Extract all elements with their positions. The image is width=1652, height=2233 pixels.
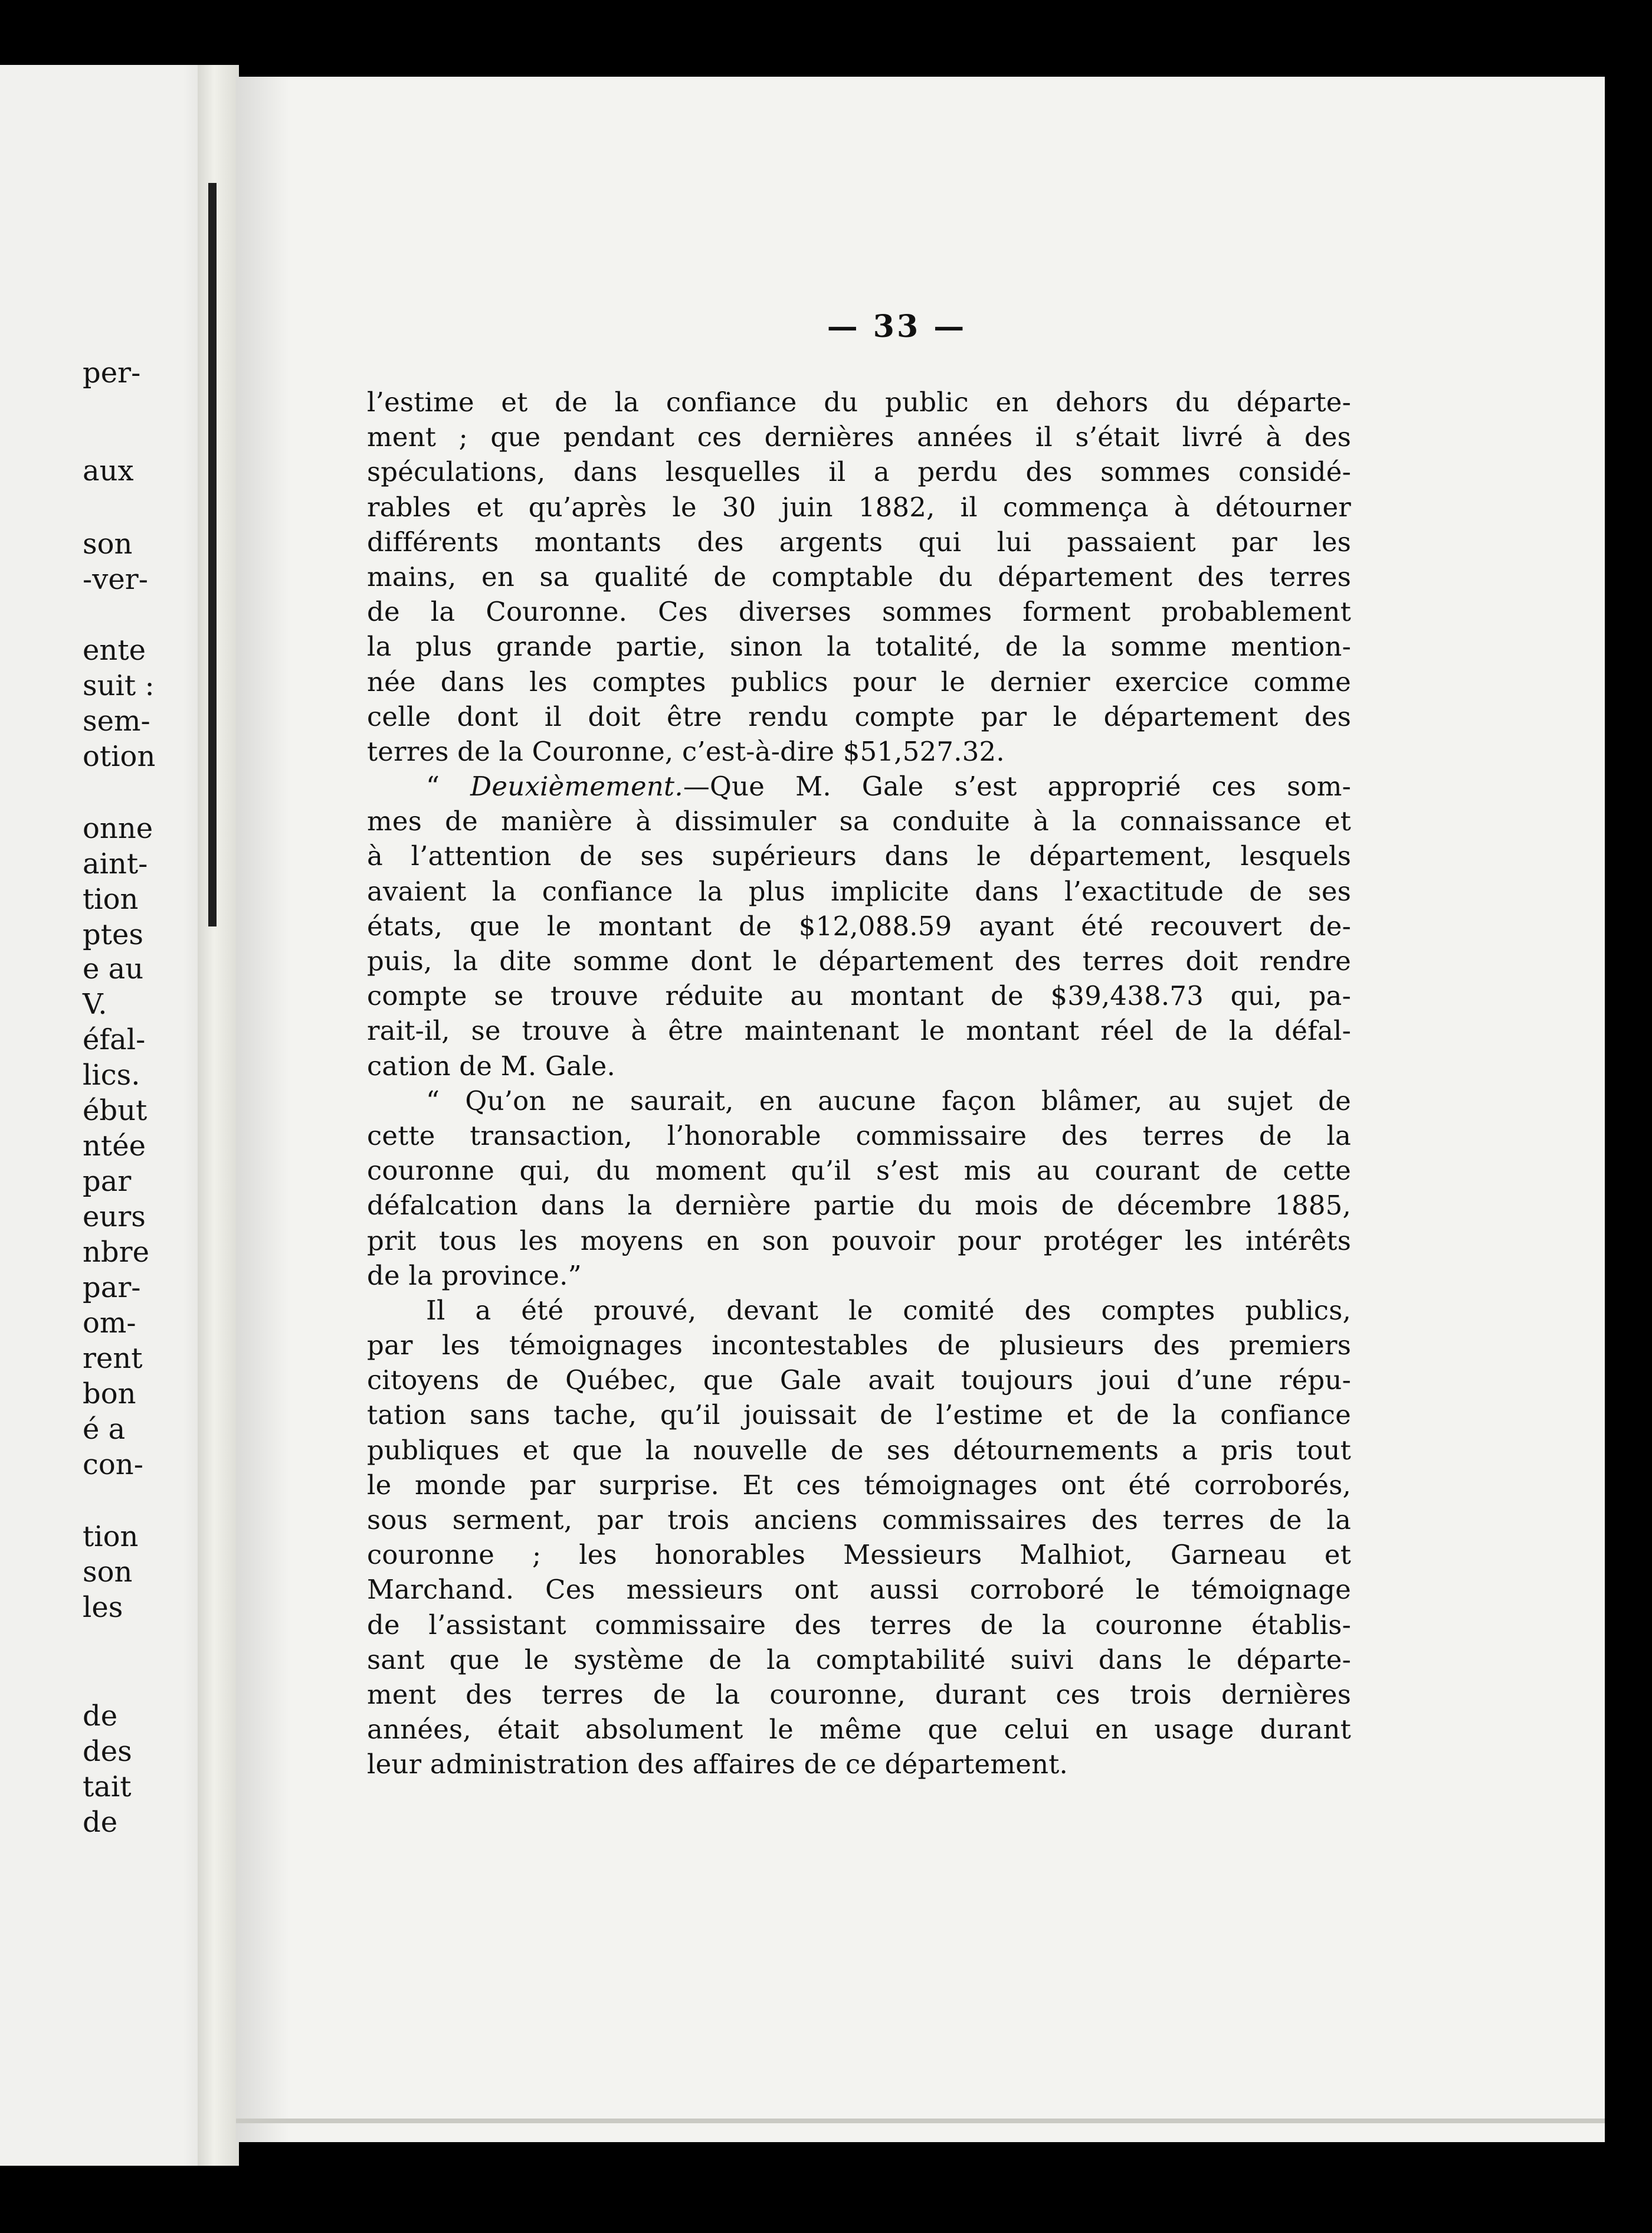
text-line: couronne ; les honorables Messieurs Malhiot, Garneau et xyxy=(367,1539,1351,1571)
text-line: tation sans tache, qu’il jouissait de l’estime et de la confiance xyxy=(367,1399,1351,1431)
text-line: avaient la confiance la plus implicite dans l’exactitude de ses xyxy=(367,875,1351,907)
text-line: à l’attention de ses supérieurs dans le département, lesquels xyxy=(367,840,1351,872)
text-line: sant que le système de la comptabilité suivi dans le départe- xyxy=(367,1643,1351,1675)
text-line: sous serment, par trois anciens commissaires des terres de la xyxy=(367,1504,1351,1535)
text-line: rables et qu’après le 30 juin 1882, il commença à détourner xyxy=(367,491,1351,523)
paragraph-start-line: “ Deuxièmement.—Que M. Gale s’est approprié ces som- xyxy=(426,771,1351,803)
fragment-line: eurs xyxy=(83,1200,146,1233)
fragment-line: otion xyxy=(83,740,156,773)
fragment-line: suit : xyxy=(83,669,155,702)
text-line: cation de M. Gale. xyxy=(367,1050,616,1082)
page-bottom-edge xyxy=(236,2119,1605,2123)
text-line: née dans les comptes publics pour le dernier exercice comme xyxy=(367,666,1351,698)
fragment-line: de xyxy=(83,1700,118,1733)
text-line: de la province.” xyxy=(367,1259,582,1291)
italic-lead-word: Deuxièmement. xyxy=(470,771,683,803)
text-line: publiques et que la nouvelle de ses détournements a pris tout xyxy=(367,1434,1351,1466)
fragment-line: onne xyxy=(83,812,153,845)
fragment-line: -ver- xyxy=(83,563,148,596)
text-line: terres de la Couronne, c’est-à-dire $51,527.32. xyxy=(367,735,1005,767)
text-line: de la Couronne. Ces diverses sommes forment probablement xyxy=(367,596,1351,628)
fragment-line: ptes xyxy=(83,918,144,951)
text-line: cette transaction, l’honorable commissaire des terres de la xyxy=(367,1119,1351,1151)
fragment-line: par xyxy=(83,1165,132,1198)
fragment-line: de xyxy=(83,1806,118,1839)
text-line: mes de manière à dissimuler sa conduite à la connaissance et xyxy=(367,806,1351,837)
fragment-line: e au xyxy=(83,952,144,985)
text-line: par les témoignages incontestables de plusieurs des premiers xyxy=(367,1330,1351,1361)
fragment-line: éfal- xyxy=(83,1023,146,1056)
text-line: rait-il, se trouve à être maintenant le montant réel de la défal- xyxy=(367,1015,1351,1047)
fragment-line: aint- xyxy=(83,847,148,880)
text-line: leur administration des affaires de ce département. xyxy=(367,1749,1068,1780)
text-line: de l’assistant commissaire des terres de la couronne établis- xyxy=(367,1609,1351,1641)
body-text xyxy=(367,385,1351,1782)
text-line: défalcation dans la dernière partie du mois de décembre 1885, xyxy=(367,1190,1351,1222)
fragment-line: rent xyxy=(83,1342,143,1375)
text-line: citoyens de Québec, que Gale avait toujours joui d’une répu- xyxy=(367,1364,1351,1396)
fragment-line: bon xyxy=(83,1377,136,1410)
text-line: Marchand. Ces messieurs ont aussi corroboré le témoignage xyxy=(367,1574,1351,1606)
fragment-line: ente xyxy=(83,634,146,667)
fragment-line: tion xyxy=(83,1520,139,1553)
text-line: celle dont il doit être rendu compte par le département des xyxy=(367,700,1351,732)
fragment-line: des xyxy=(83,1735,132,1768)
text-line: mains, en sa qualité de comptable du département des terres xyxy=(367,561,1351,592)
text-line: puis, la dite somme dont le département des terres doit rendre xyxy=(367,945,1351,977)
text-line: compte se trouve réduite au montant de $39,438.73 qui, pa- xyxy=(367,980,1351,1012)
paragraph-start-line: “ Qu’on ne saurait, en aucune façon blâmer, au sujet de xyxy=(426,1085,1351,1116)
text-line: spéculations, dans lesquelles il a perdu des sommes considé- xyxy=(367,456,1351,488)
text-line: prit tous les moyens en son pouvoir pour protéger les intérêts xyxy=(367,1224,1351,1256)
text-line: le monde par surprise. Et ces témoignages ont été corroborés, xyxy=(367,1469,1351,1501)
page-shadow xyxy=(236,77,289,2142)
text-line: différents montants des argents qui lui passaient par les xyxy=(367,526,1351,558)
fragment-line: con- xyxy=(83,1448,143,1481)
text-line: la plus grande partie, sinon la totalité, de la somme mention- xyxy=(367,631,1351,663)
fragment-line: ébut xyxy=(83,1094,148,1127)
fragment-line: om- xyxy=(83,1307,136,1340)
fragment-line: nbre xyxy=(83,1236,149,1269)
page-number: — 33 — xyxy=(827,309,967,345)
text-line: ment ; que pendant ces dernières années il s’était livré à des xyxy=(367,421,1351,453)
text-line: ment des terres de la couronne, durant ces trois dernières xyxy=(367,1678,1351,1710)
fragment-line: tion xyxy=(83,883,139,916)
fragment-line: son xyxy=(83,528,133,561)
text-line: années, était absolument le même que celui en usage durant xyxy=(367,1714,1351,1746)
fragment-line: aux xyxy=(83,454,134,487)
binding-thread xyxy=(208,183,217,926)
fragment-line: ntée xyxy=(83,1129,146,1163)
fragment-line: son xyxy=(83,1556,133,1589)
page xyxy=(236,77,1605,2142)
fragment-line: par- xyxy=(83,1271,141,1304)
fragment-line: V. xyxy=(83,988,107,1021)
fragment-line: lics. xyxy=(83,1059,140,1092)
fragment-line: tait xyxy=(83,1770,132,1803)
paragraph-start-line: Il a été prouvé, devant le comité des comptes publics, xyxy=(426,1294,1351,1326)
book-binding xyxy=(198,65,239,2166)
previous-page-edge xyxy=(0,65,224,2166)
text-line: l’estime et de la confiance du public en dehors du départe- xyxy=(367,387,1351,418)
text-line: états, que le montant de $12,088.59 ayant été recouvert de- xyxy=(367,910,1351,942)
fragment-line: les xyxy=(83,1591,123,1624)
text-line: couronne qui, du moment qu’il s’est mis au courant de cette xyxy=(367,1155,1351,1187)
fragment-line: per- xyxy=(83,356,141,389)
fragment-line: é a xyxy=(83,1413,126,1446)
fragment-line: sem- xyxy=(83,705,150,738)
